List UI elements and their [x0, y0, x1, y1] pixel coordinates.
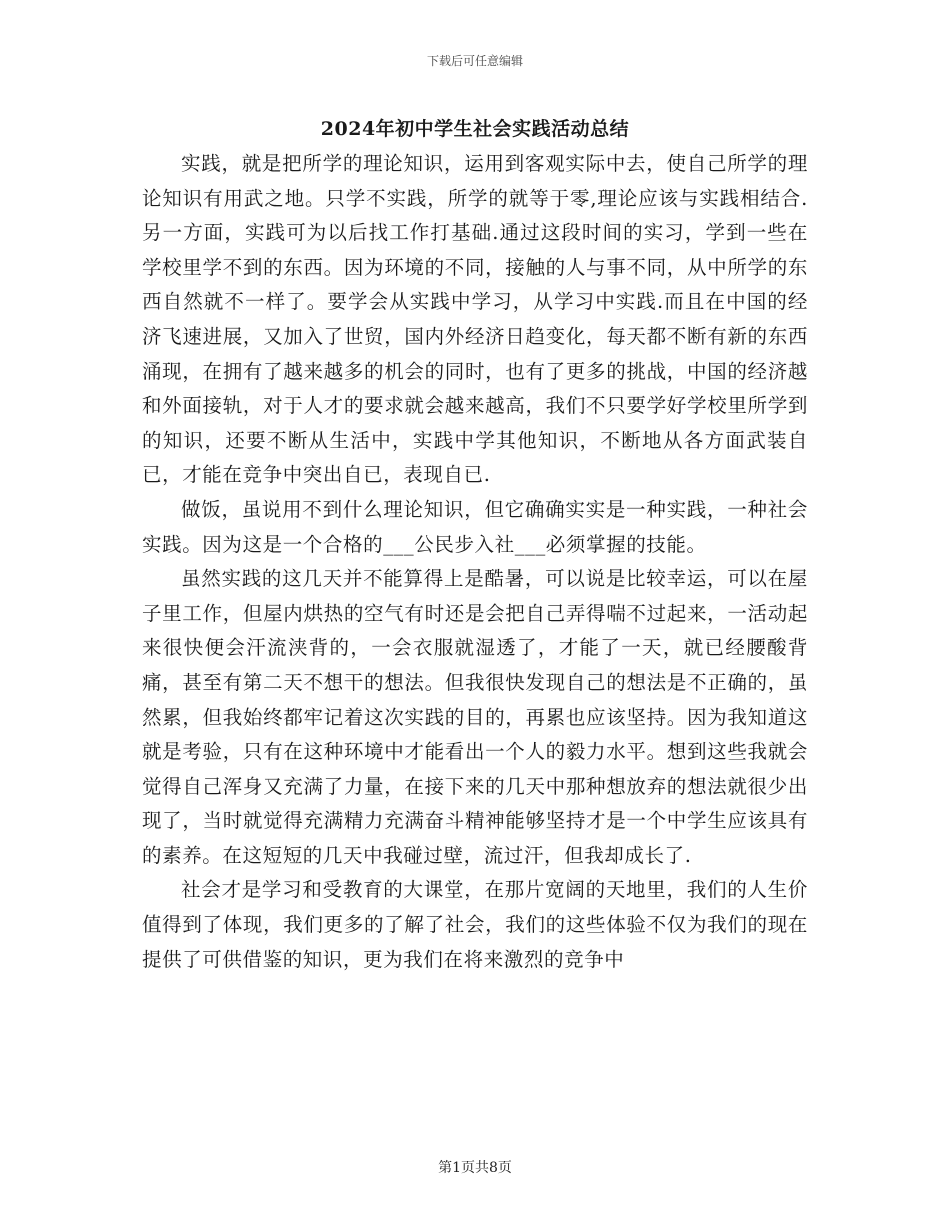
page-number: 第1页共8页 [438, 1160, 512, 1176]
page-header-note: 下载后可任意编辑 [426, 54, 523, 68]
document-body [142, 147, 808, 977]
paragraph-2: 做饭，虽说用不到什么理论知识，但它确确实实是一种实践，一种社会实践。因为这是一个合格的___公民步入社___必须掌握的技能。 [142, 497, 808, 556]
paragraph-4: 社会才是学习和受教育的大课堂，在那片宽阔的天地里，我们的人生价值得到了体现，我们更多的了解了社会，我们的这些体验不仅为我们的现在提供了可供借鉴的知识，更为我们在将来激烈的竞争中 [142, 878, 808, 971]
paragraph-1: 实践，就是把所学的理论知识，运用到客观实际中去，使自己所学的理论知识有用武之地。只学不实践，所学的就等于零,理论应该与实践相结合.另一方面，实践可为以后找工作打基础.通过这段时间的实习，学到一些在学校里学不到的东西。因为环境的不同，接触的人与事不同，从中所学的东西自然就不一样了。要学会从实践中学习，从学习中实践.而且在中国的经济飞速进展，又加入了世贸，国内外经济日趋变化，每天都不断有新的东西涌现，在拥有了越来越多的机会的同时，也有了更多的挑战，中国的经济越和外面接轨，对于人才的要求就会越来越高，我们不只要学好学校里所学到的知识，还要不断从生活中，实践中学其他知识，不断地从各方面武装自已，才能在竞争中突出自已，表现自已. [142, 152, 808, 487]
document-title: 2024年初中学生社会实践活动总结 [320, 118, 630, 140]
paragraph-3: 虽然实践的这几天并不能算得上是酷暑，可以说是比较幸运，可以在屋子里工作，但屋内烘热的空气有时还是会把自己弄得喘不过起来，一活动起来很快便会汗流浃背的，一会衣服就湿透了，才能了一天，就已经腰酸背痛，甚至有第二天不想干的想法。但我很快发现自己的想法是不正确的，虽然累，但我始终都牢记着这次实践的目的，再累也应该坚持。因为我知道这就是考验，只有在这种环境中才能看出一个人的毅力水平。想到这些我就会觉得自己浑身又充满了力量，在接下来的几天中那种想放弃的想法就很少出现了，当时就觉得充满精力充满奋斗精神能够坚持才是一个中学生应该具有的素养。在这短短的几天中我碰过壁，流过汗，但我却成长了. [142, 567, 808, 867]
